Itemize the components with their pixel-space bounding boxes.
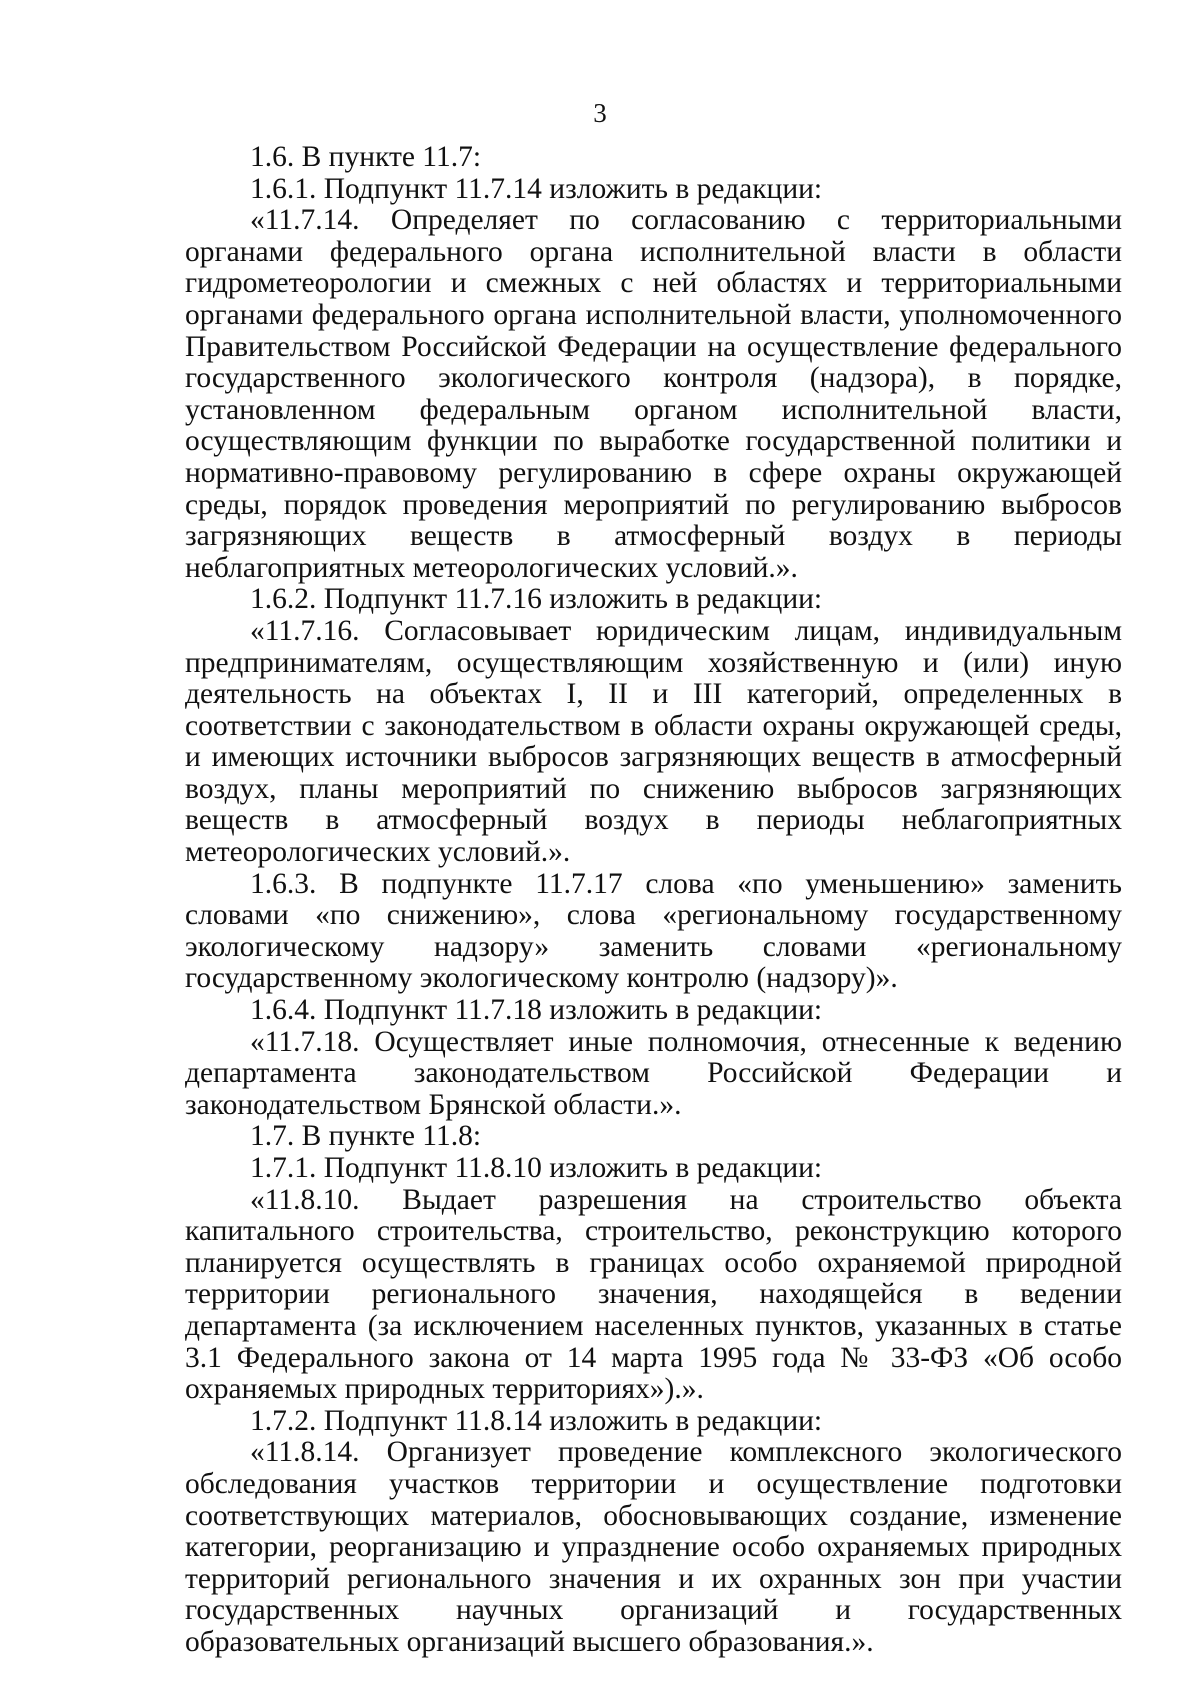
paragraph-1-7-1: 1.7.1. Подпункт 11.8.10 изложить в редакции:: [250, 1152, 823, 1184]
paragraph-1-6-4: 1.6.4. Подпункт 11.7.18 изложить в редакции:: [250, 994, 823, 1027]
paragraph-1-6-2: 1.6.2. Подпункт 11.7.16 изложить в редакции:: [250, 583, 823, 616]
paragraph-1-7-2: 1.7.2. Подпункт 11.8.14 изложить в редакции:: [250, 1404, 823, 1437]
paragraph-1-6: 1.6. В пункте 11.7:: [250, 141, 482, 173]
paragraph-1-6-1: 1.6.1. Подпункт 11.7.14 изложить в редакции:: [250, 172, 823, 205]
paragraph-11-7-18: «11.7.18. Осуществляет иные полномочия, отнесенные к ведению департамента законодательством Российской Федерации и законодательством Брянской области.».: [185, 1025, 1122, 1121]
page-number: 3: [593, 98, 607, 128]
paragraph-1-7: 1.7. В пункте 11.8:: [250, 1120, 482, 1153]
paragraph-11-7-16: «11.7.16. Согласовывает юридическим лицам, индивидуальным предпринимателям, осуществляющим хозяйственную и (или) иную деятельность на объектах I, II и III категорий, определенных в соответствии с законодательством в области охраны окружающей среды, и имеющих источники выбросов загрязняющих веществ в атмосферный воздух, планы мероприятий по снижению выбросов загрязняющих веществ в атмосферный воздух в периоды неблагоприятных метеорологических условий.».: [185, 614, 1122, 869]
paragraph-1-6-3: 1.6.3. В подпункте 11.7.17 слова «по уменьшению» заменить словами «по снижению», слова «региональному государственному экологическому надзору» заменить словами «региональному государственному экологическому контролю (надзору)».: [185, 867, 1122, 995]
paragraph-11-8-10: «11.8.10. Выдает разрешения на строительство объекта капитального строительства, строительство, реконструкцию которого планируется осуществлять в границах особо охраняемой природной территории регионального значения, находящейся в ведении департамента (за исключением населенных пунктов, указанных в статье 3.1 Федерального закона от 14 марта 1995 года № 33-ФЗ «Об особо охраняемых природных территориях»).».: [185, 1183, 1122, 1406]
document-body: [185, 142, 1122, 1659]
paragraph-11-8-14: «11.8.14. Организует проведение комплексного экологического обследования участков территории и осуществление подготовки соответствующих материалов, обосновывающих создание, изменение категории, реорганизацию и упразднение особо охраняемых природных территорий регионального значения и их охранных зон при участии государственных научных организаций и государственных образовательных организаций высшего образования.».: [185, 1436, 1122, 1658]
paragraph-11-7-14: «11.7.14. Определяет по согласованию с территориальными органами федерального органа исполнительной власти в области гидрометеорологии и смежных с ней областях и территориальными органами федерального органа исполнительной власти, уполномоченного Правительством Российской Федерации на осуществление федерального государственного экологического контроля (надзора), в порядке, установленном федеральным органом исполнительной власти, осуществляющим функции по выработке государственной политики и нормативно-правовому регулированию в сфере охраны окружающей среды, порядок проведения мероприятий по регулированию выбросов загрязняющих веществ в атмосферный воздух в периоды неблагоприятных метеорологических условий.».: [185, 204, 1122, 584]
